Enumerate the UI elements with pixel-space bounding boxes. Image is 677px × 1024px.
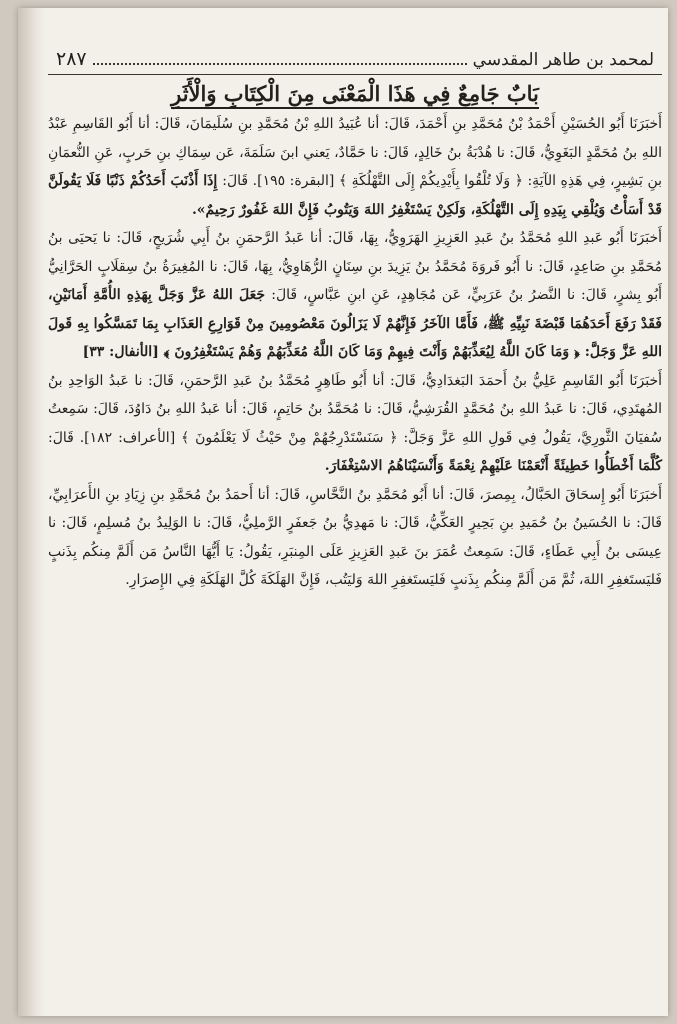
page-gutter-shadow — [18, 8, 46, 1016]
paragraph-4 — [48, 481, 662, 595]
matn-text: جَعَلَ اللهُ عَزَّ وَجَلَّ بِهَذِهِ الأُمَّةِ أَمَانَيْنِ، فَقَدْ رَفَعَ أَحَدَهُمَا قَبْضَةَ نَبِيِّهِ ﷺ، فَأَمَّا الآخَرُ فَإِنَّهُمْ لَا يَزَالُونَ مَعْصُومِينَ مِنْ قَوَارِعِ العَذَابِ بِمَا تَمَسَّكُوا بِهِ قَولَ اللهِ عَزَّ وَجَلَّ: ﴿ وَمَا كَانَ اللَّهُ لِيُعَذِّبَهُمْ وَأَنْتَ فِيهِمْ وَمَا كَانَ اللَّهُ مُعَذِّبَهُمْ وَهُمْ يَسْتَغْفِرُونَ ﴾ [الأنفال: ٣٣] — [48, 287, 662, 360]
isnad-text: أَخبَرَنَا أَبُو إِسحَاقَ الحَبَّالُ، بِمِصرَ، قَالَ: أنا أَبُو مُحَمَّدِ بنُ النَّحَّاسِ، قَالَ: أنا أَحمَدُ بنُ مُحَمَّدِ بنِ زِيَادِ بنِ الأَعرَابِيِّ، قَالَ: نا الحُسَينُ بنُ حُمَيدِ بنِ بَحِيرٍ العَكِّيُّ، قَالَ: نا مَهدِيُّ بنُ جَعفَرٍ الرَّملِيُّ، قَالَ: نا الوَلِيدُ بنُ مُسلِمٍ، قَالَ: نا عِيسَى بنُ أَبِي عَطَاءٍ، قَالَ: سَمِعتُ عُمَرَ بنَ عَبدِ العَزِيزِ عَلَى المِنبَرِ، يَقُولُ: يَا أَيُّهَا النَّاسُ مَن أَلَمَّ مِنكُم بِذَنبٍ فَليَستَغفِرِ اللهَ، ثُمَّ مَن أَلَمَّ مِنكُم بِذَنبٍ فَليَستَغفِرِ اللهَ وَليَتُب، فَإِنَّ الهَلَكَةَ كُلَّ الهَلَكَةِ فِي الإِصرَارِ. — [48, 486, 662, 588]
paragraph-3 — [48, 367, 662, 481]
isnad-text: أَخبَرَنَا أَبُو عَبدِ اللهِ مُحَمَّدُ بنُ عَبدِ العَزِيزِ الهَرَوِيُّ، بِهَا، قَالَ: أنا عَبدُ الرَّحمَنِ بنُ أَبِي شُرَيحٍ، قَالَ: نا يَحيَى بنُ مُحَمَّدِ بنِ صَاعِدٍ، قَالَ: نا أَبُو فَروَةَ مُحَمَّدُ بنُ يَزِيدَ بنِ سِنَانٍ الرُّهَاوِيُّ، بِهَا، قَالَ: نا المُغِيرَةُ بنُ سِقلَابٍ الحَرَّانِيُّ أَبُو بِشرٍ، قَالَ: نا النَّضرُ بنُ عَرَبِيٍّ، عَن مُجَاهِدٍ، عَنِ ابنِ عَبَّاسٍ، قَالَ: — [48, 230, 662, 303]
running-header — [48, 48, 662, 75]
isnad-text: أَخبَرَنَا أَبُو الحُسَيْنِ أَحْمَدُ بْنُ مُحَمَّدِ بنِ أَحْمَدَ، قَالَ: أنا عُبَيدُ اللهِ بْنُ مُحَمَّدِ بنِ سُلَيمَانَ، قَالَ: أنا أَبُو القَاسِمِ عَبْدُ اللهِ بنُ مُحَمَّدٍ البَغَوِيُّ، قَالَ: نا هُدْبَةُ بنُ خَالِدٍ، قَالَ: نا حَمَّادٌ، يَعني ابنَ سَلَمَةَ، عَن سِمَاكِ بنِ حَربٍ، عَنِ النُّعمَانِ بنِ بَشِيرٍ، فِي هَذِهِ الآيَةِ: ﴿ وَلَا تُلْقُوا بِأَيْدِيكُمْ إِلَى التَّهْلُكَةِ ﴾ [البقرة: ١٩٥]. قَالَ: — [48, 116, 662, 189]
book-page — [18, 8, 668, 1016]
paragraph-2 — [48, 224, 662, 367]
chapter-title-text: بَابٌ جَامِعٌ فِي هَذَا الْمَعْنَى مِنَ الْكِتَابِ وَالْأَثَرِ — [171, 81, 539, 109]
header-dot-leader — [93, 55, 467, 65]
isnad-text: أَخبَرَنَا أَبُو القَاسِمِ عَلِيُّ بنُ أَحمَدَ البَغدَادِيُّ، قَالَ: أنا أَبُو طَاهِرٍ مُحَمَّدُ بنُ عَبدِ الرَّحمَنِ، قَالَ: نا عَبدُ الوَاحِدِ بنُ المُهتَدِي، قَالَ: نا عَبدُ اللهِ بنُ مُحَمَّدٍ القُرَشِيُّ، قَالَ: نا مُحَمَّدُ بنُ حَاتِمٍ، قَالَ: أنا عَبدُ اللهِ بنُ دَاوُدَ، قَالَ: سَمِعتُ سُفيَانَ الثَّورِيَّ، يَقُولُ فِي قَولِ اللهِ عَزَّ وَجَلَّ: ﴿ سَنَسْتَدْرِجُهُمْ مِنْ حَيْثُ لَا يَعْلَمُونَ ﴾ [الأعراف: ١٨٢]. قَالَ: — [48, 372, 662, 446]
paragraph-1 — [48, 110, 662, 224]
header-author: لمحمد بن طاهر المقدسي — [472, 50, 654, 70]
matn-text: كُلَّمَا أَخْطَأُوا خَطِيئَةً أَنْعَمْنَا عَلَيْهِمْ نِعْمَةً وَأَنْسَيْنَاهُمُ الاسْتِغْفَارَ. — [324, 458, 662, 474]
chapter-title — [48, 81, 662, 106]
page-number: ٢٨٧ — [56, 48, 87, 70]
page-content — [48, 48, 662, 1006]
matn-text: إِذَا أَذْنَبَ أَحَدُكُمْ ذَنْبًا فَلَا يَقُولَنَّ قَدْ أَسَأْتُ وَيُلْقِي بِيَدِهِ إِلَى التَّهْلُكَةِ، وَلَكِنْ يَسْتَغْفِرُ اللهَ وَيَتُوبُ فَإِنَّ اللهَ غَفُورٌ رَحِيمٌ». — [48, 173, 662, 218]
